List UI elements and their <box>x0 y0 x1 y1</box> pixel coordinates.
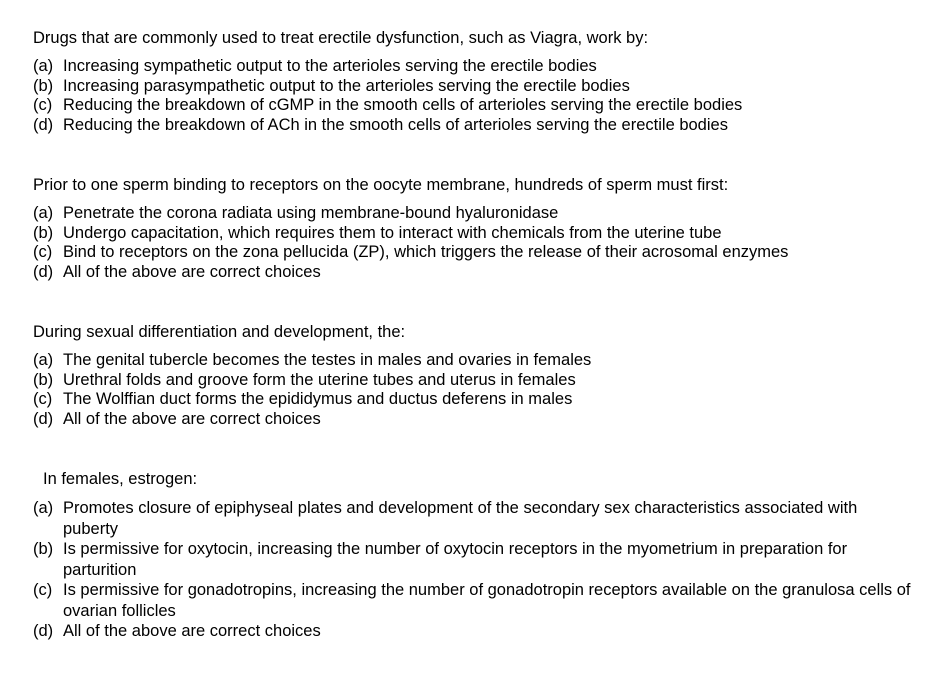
option-letter: (b) <box>33 540 54 558</box>
answer-option <box>33 263 913 283</box>
answer-option <box>33 580 913 621</box>
answer-options <box>33 204 913 282</box>
option-letter: (a) <box>33 57 54 75</box>
option-letter: (d) <box>33 622 54 640</box>
answer-option <box>33 371 913 391</box>
option-letter: (b) <box>33 223 54 242</box>
answer-option <box>33 621 913 642</box>
option-letter: (d) <box>33 115 54 134</box>
option-letter: (b) <box>33 370 54 389</box>
option-letter: (c) <box>33 96 53 114</box>
option-text: The Wolffian duct forms the epididymus and ductus deferens in males <box>63 390 573 408</box>
answer-options <box>33 351 913 429</box>
option-text: Increasing parasympathetic output to the arterioles serving the erectile bodies <box>63 76 630 95</box>
option-text: Bind to receptors on the zona pellucida (ZP), which triggers the release of their acrosomal enzymes <box>63 243 789 261</box>
answer-option <box>33 116 913 136</box>
answer-option <box>33 498 913 539</box>
option-letter: (a) <box>33 499 54 517</box>
answer-option <box>33 96 913 116</box>
answer-option <box>33 77 913 97</box>
option-letter: (d) <box>33 262 54 281</box>
option-text: All of the above are correct choices <box>63 622 321 640</box>
question-prompt: Drugs that are commonly used to treat erectile dysfunction, such as Viagra, work by: <box>33 29 649 47</box>
question-1 <box>33 28 913 135</box>
option-text: Reducing the breakdown of ACh in the smooth cells of arterioles serving the erectile bodies <box>63 115 728 134</box>
answer-option <box>33 351 913 371</box>
option-text: All of the above are correct choices <box>63 409 321 428</box>
answer-option <box>33 57 913 77</box>
question-2 <box>33 175 913 282</box>
option-text: Urethral folds and groove form the uterine tubes and uterus in females <box>63 370 576 389</box>
answer-options <box>33 498 913 642</box>
answer-option <box>33 243 913 263</box>
option-text: All of the above are correct choices <box>63 262 321 281</box>
answer-option <box>33 539 913 580</box>
question-3 <box>33 322 913 429</box>
option-letter: (a) <box>33 351 54 369</box>
answer-option <box>33 224 913 244</box>
option-text: Increasing sympathetic output to the arterioles serving the erectile bodies <box>63 57 597 75</box>
option-letter: (c) <box>33 243 53 261</box>
option-text: Is permissive for gonadotropins, increasing the number of gonadotropin receptors available on the granulosa cells of ovarian follicles <box>63 581 911 620</box>
question-prompt: Prior to one sperm binding to receptors on the oocyte membrane, hundreds of sperm must first: <box>33 176 729 194</box>
answer-options <box>33 57 913 135</box>
option-text: Undergo capacitation, which requires them to interact with chemicals from the uterine tube <box>63 223 722 242</box>
option-text: The genital tubercle becomes the testes in males and ovaries in females <box>63 351 592 369</box>
question-prompt: During sexual differentiation and development, the: <box>33 323 406 341</box>
option-text: Is permissive for oxytocin, increasing the number of oxytocin receptors in the myometrium in preparation for parturition <box>63 540 848 579</box>
option-letter: (d) <box>33 409 54 428</box>
answer-option <box>33 390 913 410</box>
option-text: Promotes closure of epiphyseal plates and development of the secondary sex characteristics associated with puberty <box>63 499 858 538</box>
option-letter: (a) <box>33 204 54 222</box>
question-prompt: In females, estrogen: <box>43 470 198 488</box>
option-letter: (b) <box>33 76 54 95</box>
option-letter: (c) <box>33 390 53 408</box>
option-letter: (c) <box>33 581 53 599</box>
question-4 <box>33 469 913 642</box>
answer-option <box>33 410 913 430</box>
option-text: Penetrate the corona radiata using membrane-bound hyaluronidase <box>63 204 559 222</box>
answer-option <box>33 204 913 224</box>
option-text: Reducing the breakdown of cGMP in the smooth cells of arterioles serving the erectile bodies <box>63 96 743 114</box>
